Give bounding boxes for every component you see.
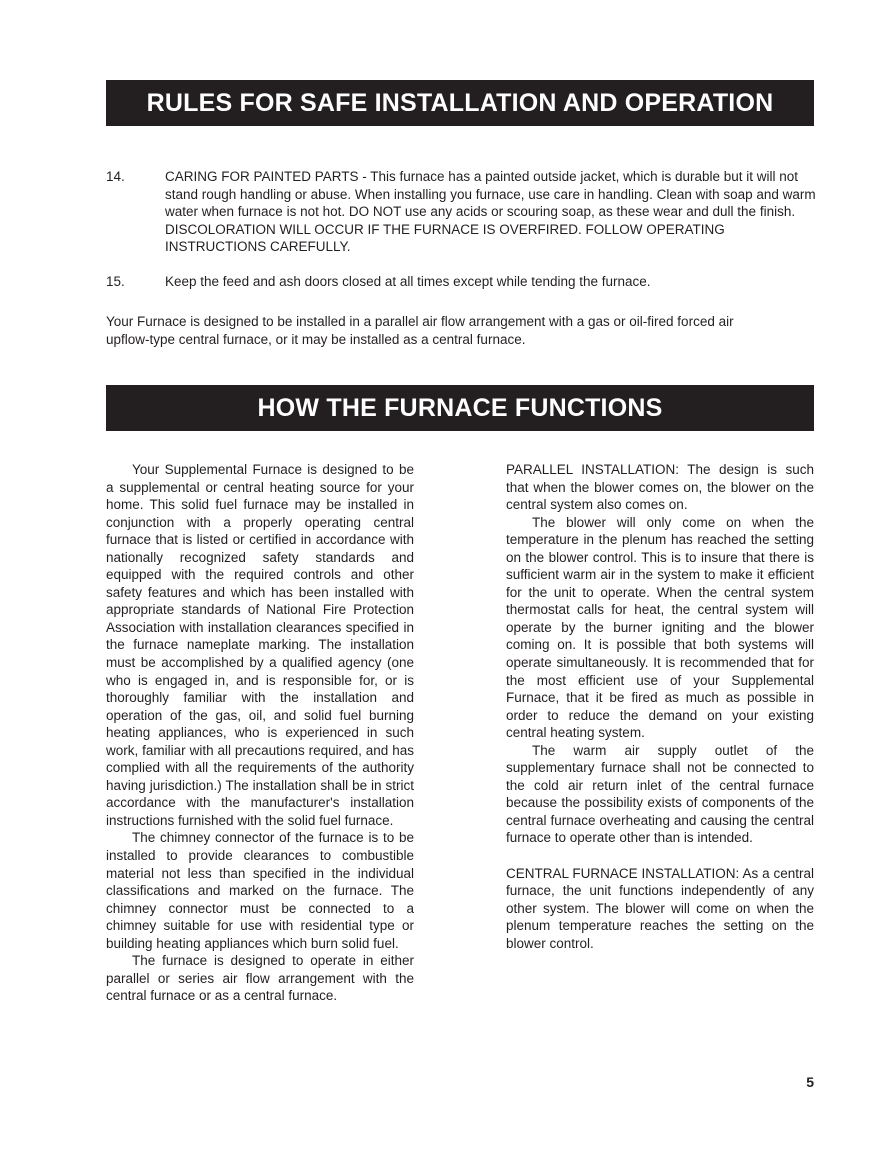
rules-banner-title: RULES FOR SAFE INSTALLATION AND OPERATION bbox=[146, 88, 774, 117]
left-column bbox=[106, 461, 414, 1005]
rule-item-14 bbox=[106, 168, 818, 256]
rule-text: Keep the feed and ash doors closed at all times except while tending the furnace. bbox=[165, 274, 651, 289]
page-number: 5 bbox=[806, 1074, 814, 1090]
rule-item-15 bbox=[106, 273, 818, 291]
paragraph-parallel-installation: PARALLEL INSTALLATION: The design is such that when the blower comes on, the blower on the central system also comes on. bbox=[506, 462, 814, 513]
paragraph-central-installation: CENTRAL FURNACE INSTALLATION: As a central furnace, the unit functions independently of any other system. The blower will come on when the plenum temperature reaches the setting on the blower control. bbox=[506, 865, 814, 951]
paragraph-warm-air-outlet: The warm air supply outlet of the supplementary furnace shall not be connected to the cold air return inlet of the central furnace because the possibility exists of components of the central furnace overheating and causing the central furnace to operate other than is intended. bbox=[506, 742, 814, 846]
rule-number: 14. bbox=[106, 169, 125, 184]
paragraph-spacer bbox=[506, 847, 814, 865]
functions-banner-title: HOW THE FURNACE FUNCTIONS bbox=[257, 393, 663, 422]
paragraph-supplemental-furnace: Your Supplemental Furnace is designed to be a supplemental or central heating source for your home. This solid fuel furnace may be installed in conjunction with a properly operating central furnace that is listed or certified in accordance with nationally recognized safety standards and equipped with the required controls and other safety features and which has been installed with appropriate standards of National Fire Protection Association with installation clearances specified in the furnace nameplate marking. The installation must be accomplished by a qualified agency (one who is engaged in, and is responsible for, or is thoroughly familiar with the installation and operation of the gas, oil, and solid fuel burning heating appliances, who is experienced in such work, familiar with all precautions required, and has complied with all the requirements of the authority having jurisdiction.) The installation shall be in strict accordance with the manufacturer's installation instructions furnished with the solid fuel furnace. bbox=[106, 462, 414, 828]
paragraph-blower: The blower will only come on when the temperature in the plenum has reached the setting on the blower control. This is to insure that there is sufficient warm air in the system to make it efficient for the unit to operate. When the central system thermostat calls for heat, the central system will operate by the burner igniting and the blower coming on. It is possible that both systems will operate simultaneously. It is recommended that for the most efficient use of your Supplemental Furnace, that it be fired as much as possible in order to reduce the demand on your existing central heating system. bbox=[506, 514, 814, 741]
paragraph-air-flow: The furnace is designed to operate in either parallel or series air flow arrangement with the central furnace or as a central furnace. bbox=[106, 953, 414, 1004]
intro-paragraph: Your Furnace is designed to be installed in a parallel air flow arrangement with a gas or oil-fired forced air upflow-type central furnace, or it may be installed as a central furnace. bbox=[106, 314, 734, 347]
rule-number: 15. bbox=[106, 274, 125, 289]
paragraph-chimney-connector: The chimney connector of the furnace is to be installed to provide clearances to combustible material not less than specified in the individual classifications and marked on the furnace. The chimney connector must be connected to a chimney suitable for use with residential type or building heating appliances which burn solid fuel. bbox=[106, 830, 414, 951]
right-column bbox=[506, 461, 814, 952]
rule-text: CARING FOR PAINTED PARTS - This furnace has a painted outside jacket, which is durable but it will not stand rough handling or abuse. When installing you furnace, use care in handling. Clean with soap and warm water when furnace is not hot. DO NOT use any acids or scouring soap, as these wear and dull the finish. DISCOLORATION WILL OCCUR IF THE FURNACE IS OVERFIRED. FOLLOW OPERATING INSTRUCTIONS CAREFULLY. bbox=[165, 169, 816, 255]
functions-banner bbox=[106, 385, 814, 431]
rules-banner bbox=[106, 80, 814, 126]
